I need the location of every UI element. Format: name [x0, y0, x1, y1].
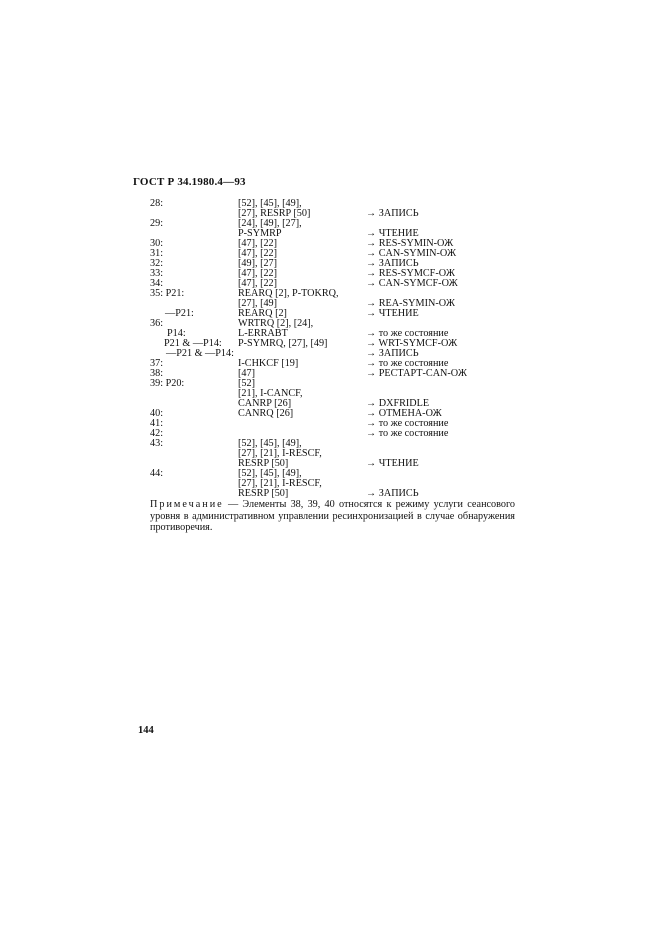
row-label: 29:	[150, 218, 164, 229]
row-actions: [47], [22]	[238, 268, 278, 279]
row-next-state: → то же состояние	[366, 358, 449, 369]
row-actions: P-SYMRP	[238, 228, 282, 239]
row-actions: [52], [45], [49],	[238, 468, 302, 479]
row-label: 33:	[150, 268, 164, 279]
row-label: 42:	[150, 428, 164, 439]
row-actions: [52], [45], [49],	[238, 438, 302, 449]
row-actions: [27], RESRP [50]	[238, 208, 311, 219]
row-actions: P-SYMRQ, [27], [49]	[238, 338, 328, 349]
row-actions: REARQ [2]	[238, 308, 287, 319]
row-label: 34:	[150, 278, 164, 289]
note-label: Примечание	[150, 499, 224, 510]
row-label: —P21:	[165, 308, 194, 319]
row-actions: [47], [22]	[238, 278, 278, 289]
row-label: 35: P21:	[150, 288, 185, 299]
row-label: 39: P20:	[150, 378, 185, 389]
row-next-state: → RES-SYMIN-ОЖ	[366, 238, 454, 249]
row-label: 41:	[150, 418, 164, 429]
row-label: 38:	[150, 368, 164, 379]
row-next-state: → ЗАПИСЬ	[366, 208, 419, 219]
row-actions: [47]	[238, 368, 255, 379]
row-label: 36:	[150, 318, 164, 329]
note-text: — Элементы 38, 39, 40 относятся к режиму услуги сеансового уровня в административном управлении ресинхронизацией в случае обнаружения противоречия.	[150, 499, 515, 534]
note-paragraph	[150, 499, 515, 534]
row-next-state: → то же состояние	[366, 418, 449, 429]
row-actions: [27], [21], I-RESCF,	[238, 478, 322, 489]
row-label: P21 & —P14:	[164, 338, 222, 349]
row-label: 40:	[150, 408, 164, 419]
row-actions: [24], [49], [27],	[238, 218, 302, 229]
row-actions: [21], I-CANCF,	[238, 388, 303, 399]
row-actions: [47], [22]	[238, 238, 278, 249]
row-label: 37:	[150, 358, 164, 369]
row-actions: CANRP [26]	[238, 398, 292, 409]
row-actions: [47], [22]	[238, 248, 278, 259]
row-next-state: → DXFRIDLE	[366, 398, 430, 409]
row-label: 31:	[150, 248, 164, 259]
row-actions: [27], [49]	[238, 298, 278, 309]
row-actions: REARQ [2], P-TOKRQ,	[238, 288, 339, 299]
row-next-state: → то же состояние	[366, 328, 449, 339]
row-next-state: → CAN-SYMIN-ОЖ	[366, 248, 457, 259]
row-label: 28:	[150, 198, 164, 209]
row-label: 44:	[150, 468, 164, 479]
row-actions: [52]	[238, 378, 255, 389]
row-next-state: → ЧТЕНИЕ	[366, 458, 419, 469]
row-label: 30:	[150, 238, 164, 249]
row-label: P14:	[167, 328, 186, 339]
row-next-state: → ОТМЕНА-ОЖ	[366, 408, 442, 419]
row-actions: I-CHKCF [19]	[238, 358, 299, 369]
row-actions: RESRP [50]	[238, 458, 289, 469]
row-actions: [49], [27]	[238, 258, 278, 269]
row-label: 32:	[150, 258, 164, 269]
row-next-state: → ЗАПИСЬ	[366, 348, 419, 359]
row-actions: WRTRQ [2], [24],	[238, 318, 314, 329]
row-next-state: → CAN-SYMCF-ОЖ	[366, 278, 458, 289]
row-next-state: → REA-SYMIN-ОЖ	[366, 298, 455, 309]
row-next-state: → RES-SYMCF-ОЖ	[366, 268, 455, 279]
row-actions: [27], [21], I-RESCF,	[238, 448, 322, 459]
page-number: 144	[138, 725, 154, 736]
document-header: ГОСТ Р 34.1980.4—93	[133, 176, 246, 188]
row-actions: CANRQ [26]	[238, 408, 294, 419]
row-label: 43:	[150, 438, 164, 449]
row-actions: [52], [45], [49],	[238, 198, 302, 209]
row-next-state: → ЧТЕНИЕ	[366, 228, 419, 239]
row-actions: RESRP [50]	[238, 488, 289, 499]
row-next-state: → ЗАПИСЬ	[366, 258, 419, 269]
row-next-state: → то же состояние	[366, 428, 449, 439]
row-next-state: → РЕСТАРТ-CAN-ОЖ	[366, 368, 468, 379]
row-actions: L-ERRABT	[238, 328, 288, 339]
row-label: —P21 & —P14:	[166, 348, 234, 359]
row-next-state: → ЧТЕНИЕ	[366, 308, 419, 319]
row-next-state: → WRT-SYMCF-ОЖ	[366, 338, 458, 349]
row-next-state: → ЗАПИСЬ	[366, 488, 419, 499]
